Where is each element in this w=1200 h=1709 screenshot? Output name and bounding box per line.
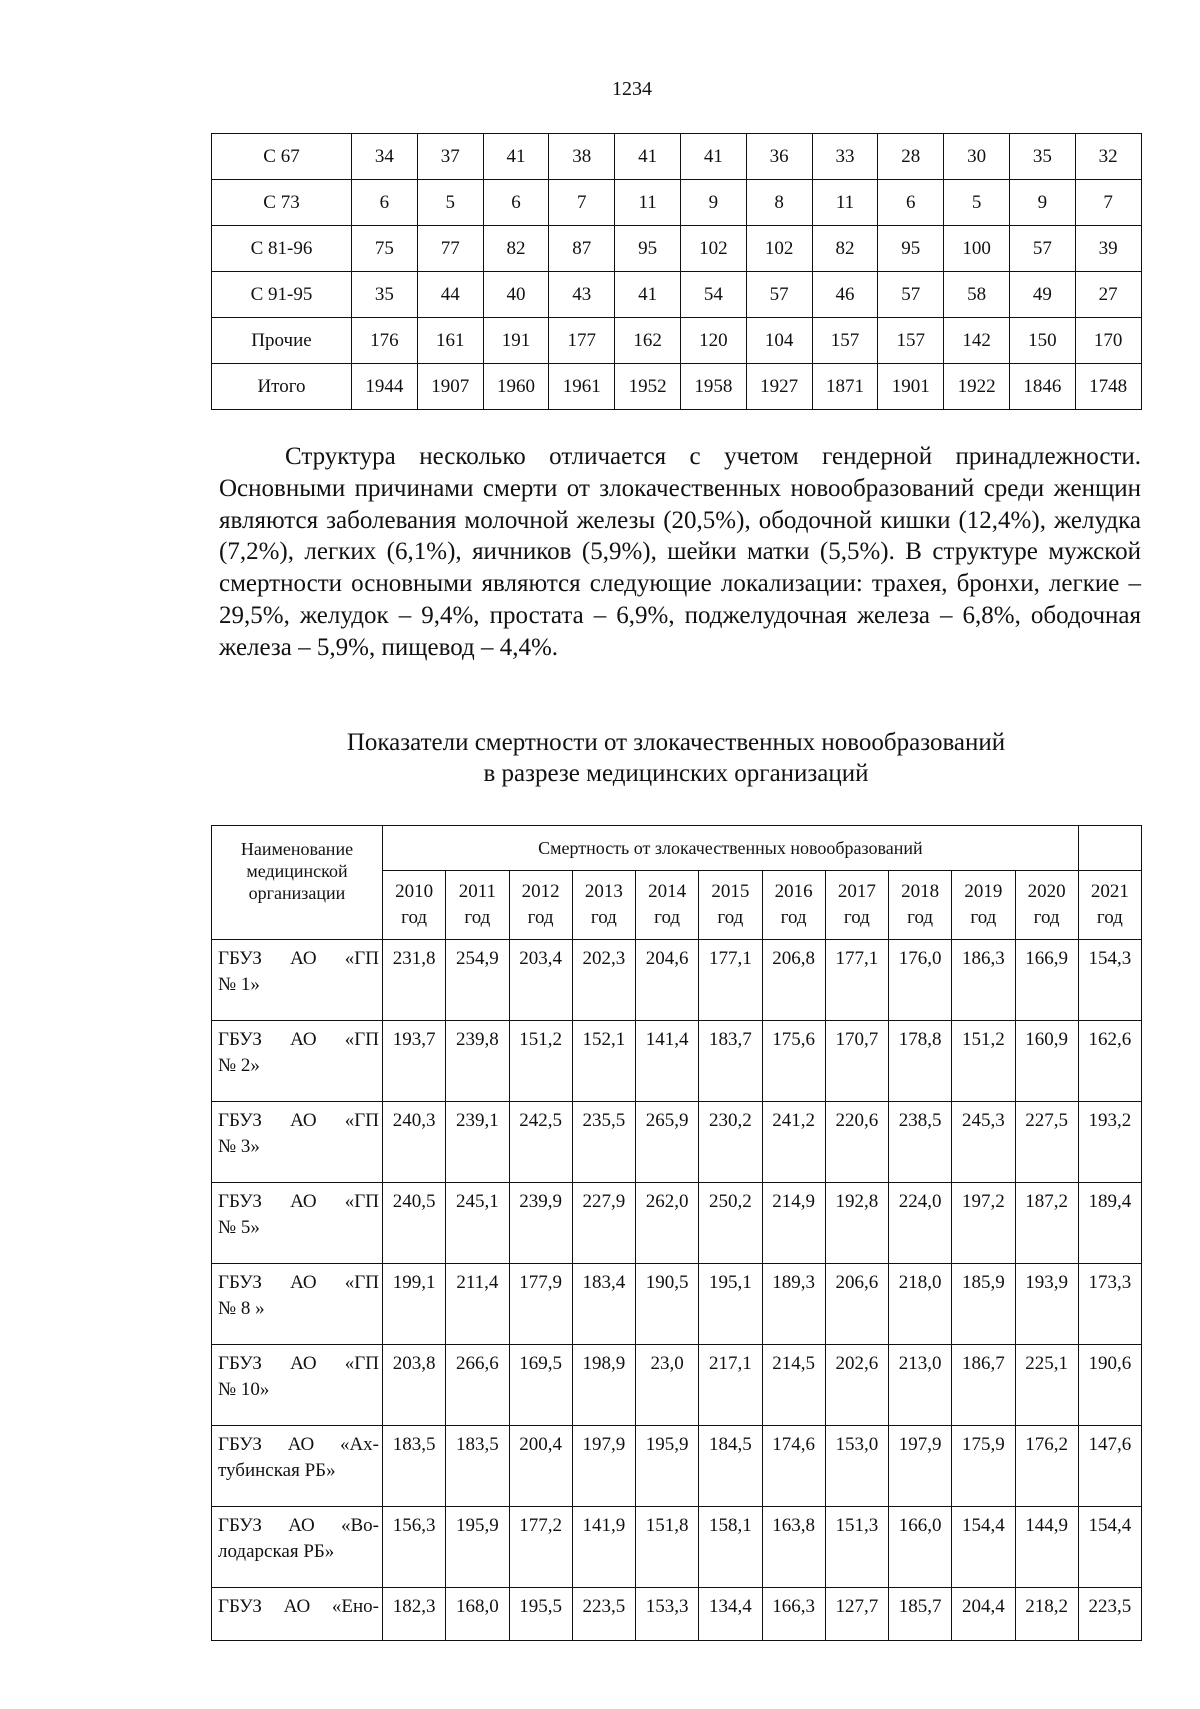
year-header [1078,871,1141,940]
table-cell: 170 [1075,318,1141,364]
year-header [1015,871,1078,940]
table-cell: 75 [352,226,418,272]
table-cell: 41 [483,134,549,180]
table-cell: 1944 [352,364,418,410]
table-cell: 1901 [878,364,944,410]
org-name-cell [212,940,383,1021]
year-number: 2015 [711,881,750,902]
table-cell: 34 [352,134,418,180]
table-cell: 41 [615,134,681,180]
org-name-line-1: ГБУЗ АО «ГП [218,1110,379,1131]
table-cell: 151,2 [509,1021,572,1102]
table-cell: 95 [878,226,944,272]
table-cell: 1961 [549,364,615,410]
org-name-line-1: ГБУЗ АО «Во- [218,1515,379,1536]
org-name-line-1: ГБУЗ АО «ГП [218,1029,379,1050]
table-cell: 220,6 [825,1102,888,1183]
table-cell: 169,5 [509,1345,572,1426]
table-cell: 227,5 [1015,1102,1078,1183]
table-cell: 33 [812,134,878,180]
table-cell: 134,4 [699,1588,762,1641]
table-cell: 242,5 [509,1102,572,1183]
table-cell: 238,5 [889,1102,952,1183]
year-number: 2019 [964,881,1003,902]
table-cell: 36 [746,134,812,180]
table-cell: 168,0 [446,1588,509,1641]
table-cell: 186,7 [952,1345,1015,1426]
table-cell: 177,9 [509,1264,572,1345]
org-name-line-1: ГБУЗ АО «ГП [218,1353,379,1374]
table-cell: 185,7 [889,1588,952,1641]
table-cell: 150 [1009,318,1075,364]
table-cell: 156,3 [383,1507,446,1588]
table-cell: 197,9 [572,1426,635,1507]
table-cell: 5 [417,180,483,226]
year-number: 2013 [584,881,623,902]
table-cell: 163,8 [762,1507,825,1588]
table-cell: 141,4 [636,1021,699,1102]
table-cell: 189,3 [762,1264,825,1345]
table-cell: 204,4 [952,1588,1015,1641]
table-cell: 198,9 [572,1345,635,1426]
table-cell: 82 [812,226,878,272]
org-name-line-2: № 8 » [218,1298,265,1319]
table-cell: 166,3 [762,1588,825,1641]
table-cell: 1927 [746,364,812,410]
table-cell: 32 [1075,134,1141,180]
org-name-line-2: № 2» [218,1055,260,1076]
row-label: С 91-95 [212,272,352,318]
year-number: 2010 [395,881,434,902]
table-cell: 161 [417,318,483,364]
table-cell: 160,9 [1015,1021,1078,1102]
table-cell: 1958 [680,364,746,410]
table-cell: 102 [680,226,746,272]
table-cell: 58 [944,272,1010,318]
mortality-table [211,825,1142,1641]
table-cell: 6 [483,180,549,226]
table-row [212,1183,1142,1264]
table-cell: 203,8 [383,1345,446,1426]
table-cell: 153,0 [825,1426,888,1507]
org-name-line-2: № 3» [218,1136,260,1157]
table-cell: 28 [878,134,944,180]
table-cell: 157 [878,318,944,364]
table-cell: 46 [812,272,878,318]
table-cell: 144,9 [1015,1507,1078,1588]
org-name-cell [212,1183,383,1264]
table-row [212,1264,1142,1345]
year-number: 2020 [1027,881,1066,902]
table-row [212,1102,1142,1183]
table-cell: 193,9 [1015,1264,1078,1345]
table-cell: 176 [352,318,418,364]
table-cell: 9 [680,180,746,226]
table-cell: 1960 [483,364,549,410]
table-cell: 197,9 [889,1426,952,1507]
table-cell: 152,1 [572,1021,635,1102]
table-cell: 57 [878,272,944,318]
table-cell: 87 [549,226,615,272]
org-name-cell [212,1102,383,1183]
table-cell: 206,6 [825,1264,888,1345]
year-header [699,871,762,940]
table-cell: 211,4 [446,1264,509,1345]
table-cell: 142 [944,318,1010,364]
table-cell: 153,3 [636,1588,699,1641]
org-name-line-1: ГБУЗ АО «ГП [218,948,379,969]
table-cell: 235,5 [572,1102,635,1183]
table-cell: 102 [746,226,812,272]
table-cell: 54 [680,272,746,318]
table-cell: 6 [878,180,944,226]
table-cell: 154,4 [952,1507,1015,1588]
row-label: С 67 [212,134,352,180]
year-header [509,871,572,940]
table-cell: 41 [615,272,681,318]
table-cell: 214,5 [762,1345,825,1426]
year-unit: год [907,907,934,928]
org-name-line-1: ГБУЗ АО «ГП [218,1272,379,1293]
table-cell: 162,6 [1078,1021,1141,1102]
table-cell: 239,1 [446,1102,509,1183]
top-table [211,133,1142,410]
org-name-line-1: ГБУЗ АО «ГП [218,1191,379,1212]
table-cell: 183,5 [383,1426,446,1507]
table-cell: 23,0 [636,1345,699,1426]
org-name-line-2: № 5» [218,1217,260,1238]
table-cell: 195,9 [636,1426,699,1507]
table-cell: 240,3 [383,1102,446,1183]
table-cell: 254,9 [446,940,509,1021]
table-cell: 183,4 [572,1264,635,1345]
table-cell: 186,3 [952,940,1015,1021]
org-name-cell [212,1507,383,1588]
table-cell: 157 [812,318,878,364]
table-cell: 204,6 [636,940,699,1021]
table-cell: 40 [483,272,549,318]
table-cell: 218,0 [889,1264,952,1345]
top-table-row [212,318,1142,364]
table-cell: 195,5 [509,1588,572,1641]
year-number: 2016 [774,881,813,902]
table-cell: 44 [417,272,483,318]
table-cell: 100 [944,226,1010,272]
table-cell: 35 [352,272,418,318]
table-cell: 191 [483,318,549,364]
table-cell: 95 [615,226,681,272]
table-cell: 173,3 [1078,1264,1141,1345]
org-name-cell [212,1021,383,1102]
table-cell: 7 [1075,180,1141,226]
year-unit: год [843,907,870,928]
table-row [212,1021,1142,1102]
table-cell: 120 [680,318,746,364]
table-cell: 239,8 [446,1021,509,1102]
org-name-line-2: № 10» [218,1379,270,1400]
table-cell: 177,2 [509,1507,572,1588]
year-header [952,871,1015,940]
year-header [825,871,888,940]
org-name-cell [212,1264,383,1345]
year-header [889,871,952,940]
table-cell: 195,9 [446,1507,509,1588]
table-cell: 206,8 [762,940,825,1021]
table-cell: 190,6 [1078,1345,1141,1426]
year-unit: год [590,907,617,928]
year-header [572,871,635,940]
table-cell: 154,3 [1078,940,1141,1021]
table-cell: 202,6 [825,1345,888,1426]
table-cell: 1846 [1009,364,1075,410]
org-name-cell [212,1426,383,1507]
year-unit: год [527,907,554,928]
table-cell: 193,7 [383,1021,446,1102]
table-cell: 49 [1009,272,1075,318]
section-heading [211,727,1141,789]
table-cell: 8 [746,180,812,226]
table-cell: 77 [417,226,483,272]
table-cell: 177,1 [699,940,762,1021]
row-label: Итого [212,364,352,410]
top-table-row [212,180,1142,226]
table-cell: 158,1 [699,1507,762,1588]
table-cell: 7 [549,180,615,226]
table-cell: 224,0 [889,1183,952,1264]
table-cell: 199,1 [383,1264,446,1345]
table-cell: 189,4 [1078,1183,1141,1264]
year-unit: год [464,907,491,928]
org-name-line-2: лодарская РБ» [218,1541,335,1562]
top-table-row [212,134,1142,180]
table-cell: 151,8 [636,1507,699,1588]
top-table-row [212,226,1142,272]
table-cell: 127,7 [825,1588,888,1641]
heading-line-1: Показатели смертности от злокачественных новообразований [346,729,1006,756]
table-cell: 178,8 [889,1021,952,1102]
body-paragraph: Структура несколько отличается с учетом гендерной принадлежности. Основными причинами смерти от злокачественных новообразований среди женщин являются заболевания молочной железы (20,5%), ободочной кишки (12,4%), желудка (7,2%), легких (6,1%), яичников (5,9%), шейки матки (5,5%). В структуре мужской смертности основными являются следующие локализации: трахея, бронхи, легкие – 29,5%, желудок – 9,4%, простата – 6,9%, поджелудочная железа – 6,8%, ободочная железа – 5,9%, пищевод – 4,4%. [219,443,1141,661]
table-cell: 245,1 [446,1183,509,1264]
org-name-cell [212,1345,383,1426]
table-cell: 9 [1009,180,1075,226]
table-cell: 202,3 [572,940,635,1021]
year-header [383,871,446,940]
table-cell: 177 [549,318,615,364]
table-cell: 104 [746,318,812,364]
table-cell: 187,2 [1015,1183,1078,1264]
table-cell: 182,3 [383,1588,446,1641]
table-cell: 250,2 [699,1183,762,1264]
year-unit: год [1096,907,1123,928]
table-cell: 154,4 [1078,1507,1141,1588]
table-cell: 151,3 [825,1507,888,1588]
table-cell: 57 [746,272,812,318]
table-cell: 230,2 [699,1102,762,1183]
year-number: 2011 [458,881,497,902]
year-unit: год [780,907,807,928]
table-cell: 184,5 [699,1426,762,1507]
table-cell: 57 [1009,226,1075,272]
org-name-line-2: тубинская РБ» [218,1460,336,1481]
year-unit: год [970,907,997,928]
table-cell: 175,9 [952,1426,1015,1507]
page-number: 1234 [612,78,652,100]
table-cell: 185,9 [952,1264,1015,1345]
mortality-group-header: Смертность от злокачественных новообразований [383,826,1079,871]
year-header [762,871,825,940]
table-cell: 262,0 [636,1183,699,1264]
table-cell: 176,2 [1015,1426,1078,1507]
table-cell: 223,5 [572,1588,635,1641]
year-number: 2021 [1090,881,1129,902]
table-cell: 174,6 [762,1426,825,1507]
table-cell: 147,6 [1078,1426,1141,1507]
table-cell: 11 [812,180,878,226]
table-cell: 223,5 [1078,1588,1141,1641]
table-cell: 38 [549,134,615,180]
row-label: Прочие [212,318,352,364]
table-cell: 213,0 [889,1345,952,1426]
table-cell: 193,2 [1078,1102,1141,1183]
table-cell: 227,9 [572,1183,635,1264]
top-table-row [212,272,1142,318]
table-cell: 82 [483,226,549,272]
table-cell: 6 [352,180,418,226]
org-name-line-1: ГБУЗ АО «Ено- [218,1596,379,1617]
table-cell: 27 [1075,272,1141,318]
table-cell: 195,1 [699,1264,762,1345]
row-label: С 73 [212,180,352,226]
heading-line-2: в разрезе медицинских организаций [483,760,869,787]
table-cell: 162 [615,318,681,364]
table-cell: 141,9 [572,1507,635,1588]
table-cell: 200,4 [509,1426,572,1507]
table-cell: 183,7 [699,1021,762,1102]
table-cell: 1748 [1075,364,1141,410]
table-cell: 176,0 [889,940,952,1021]
table-cell: 1922 [944,364,1010,410]
year-header [446,871,509,940]
year-number: 2014 [648,881,687,902]
table-cell: 170,7 [825,1021,888,1102]
table-cell: 39 [1075,226,1141,272]
table-cell: 41 [680,134,746,180]
table-cell: 151,2 [952,1021,1015,1102]
table-cell: 192,8 [825,1183,888,1264]
table-cell: 177,1 [825,940,888,1021]
table-row [212,1588,1142,1641]
table-cell: 217,1 [699,1345,762,1426]
year-number: 2018 [901,881,940,902]
table-cell: 231,8 [383,940,446,1021]
table-cell: 241,2 [762,1102,825,1183]
table-cell: 266,6 [446,1345,509,1426]
table-cell: 175,6 [762,1021,825,1102]
year-unit: год [654,907,681,928]
org-name-cell [212,1588,383,1641]
year-number: 2017 [837,881,876,902]
table-cell: 1907 [417,364,483,410]
table-cell: 5 [944,180,1010,226]
table-cell: 245,3 [952,1102,1015,1183]
year-header [636,871,699,940]
year-number: 2012 [521,881,560,902]
table-cell: 1952 [615,364,681,410]
table-cell: 197,2 [952,1183,1015,1264]
table-cell: 11 [615,180,681,226]
table-row [212,940,1142,1021]
table-cell: 43 [549,272,615,318]
year-unit: год [717,907,744,928]
year-unit: год [1033,907,1060,928]
table-cell: 203,4 [509,940,572,1021]
table-cell: 239,9 [509,1183,572,1264]
table-cell: 183,5 [446,1426,509,1507]
table-cell: 166,0 [889,1507,952,1588]
table-cell: 35 [1009,134,1075,180]
org-name-line-2: № 1» [218,974,260,995]
org-column-header: Наименование медицинской организации [212,826,383,940]
table-cell: 225,1 [1015,1345,1078,1426]
org-name-line-1: ГБУЗ АО «Ах- [218,1434,379,1455]
row-label: С 81-96 [212,226,352,272]
table-row [212,1345,1142,1426]
table-cell: 218,2 [1015,1588,1078,1641]
table-cell: 265,9 [636,1102,699,1183]
table-cell: 190,5 [636,1264,699,1345]
table-cell: 30 [944,134,1010,180]
year-unit: год [401,907,428,928]
empty-header-cell [1078,826,1141,871]
top-table-row [212,364,1142,410]
table-cell: 240,5 [383,1183,446,1264]
table-row [212,1507,1142,1588]
table-cell: 214,9 [762,1183,825,1264]
table-cell: 37 [417,134,483,180]
table-cell: 166,9 [1015,940,1078,1021]
table-row [212,1426,1142,1507]
table-cell: 1871 [812,364,878,410]
